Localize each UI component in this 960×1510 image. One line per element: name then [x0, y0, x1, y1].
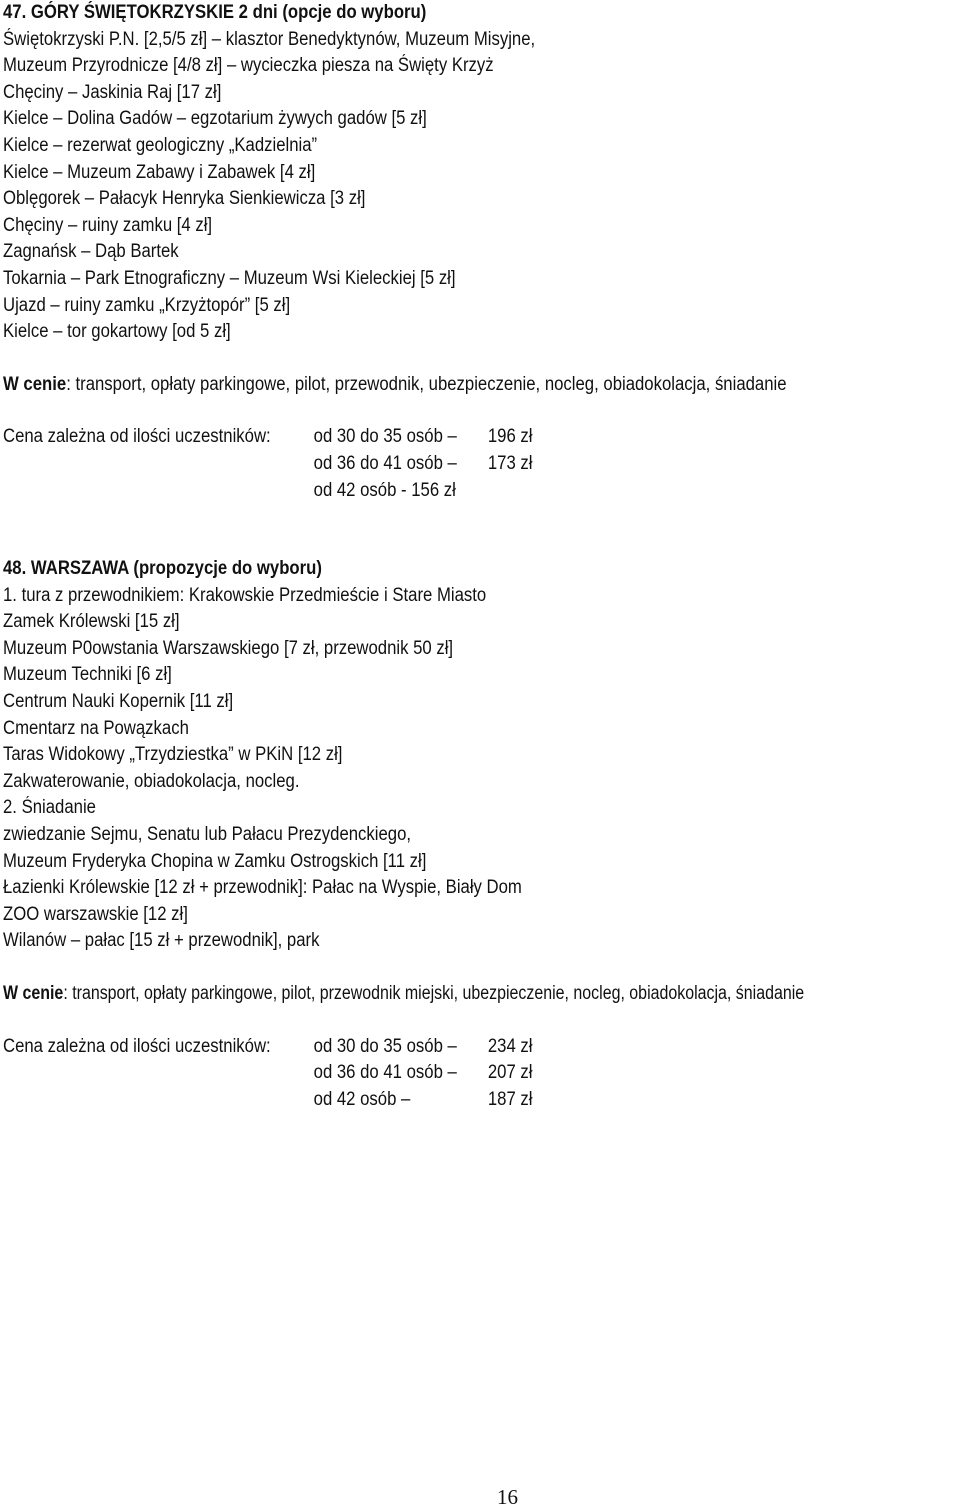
section-47-item: Kielce – Muzeum Zabawy i Zabawek [4 zł]	[3, 161, 316, 183]
section-48-item: Cmentarz na Powązkach	[3, 717, 189, 739]
price-range: od 36 do 41 osób –	[313, 452, 457, 474]
price-label: Cena zależna od ilości uczestników:	[3, 426, 271, 448]
document-page	[3, 0, 958, 1113]
section-47-item: Kielce – rezerwat geologiczny „Kadzielnia”	[3, 134, 318, 156]
section-47-item: Oblęgorek – Pałacyk Henryka Sienkiewicza [3 zł]	[3, 188, 366, 210]
section-48-price-row	[3, 1060, 843, 1087]
section-47-item: Kielce – tor gokartowy [od 5 zł]	[3, 321, 231, 343]
price-range: od 36 do 41 osób –	[313, 1062, 457, 1084]
section-47-included	[3, 372, 843, 399]
section-48-item: Zamek Królewski [15 zł]	[3, 611, 180, 633]
section-48-price-row	[3, 1087, 843, 1114]
price-range: od 42 osób - 156 zł	[313, 479, 456, 501]
section-48-item: 2. Śniadanie	[3, 797, 96, 819]
section-47-item: Chęciny – Jaskinia Raj [17 zł]	[3, 81, 222, 103]
price-value: 207 zł	[487, 1062, 533, 1084]
section-47-price-row	[3, 478, 843, 505]
section-47-item: Muzeum Przyrodnicze [4/8 zł] – wycieczka piesza na Święty Krzyż	[3, 55, 494, 77]
section-47-item: Kielce – Dolina Gadów – egzotarium żywych gadów [5 zł]	[3, 108, 427, 130]
price-value: 234 zł	[487, 1035, 533, 1057]
section-48-item: ZOO warszawskie [12 zł]	[3, 903, 188, 925]
section-48-item: zwiedzanie Sejmu, Senatu lub Pałacu Prezydenckiego,	[3, 824, 412, 846]
included-text: : transport, opłaty parkingowe, pilot, przewodnik, ubezpieczenie, nocleg, obiadokolacja, śniadanie	[66, 373, 787, 395]
price-range: od 42 osób –	[313, 1088, 411, 1110]
included-label: W cenie	[3, 373, 67, 395]
section-47-price-row	[3, 424, 843, 451]
price-label: Cena zależna od ilości uczestników:	[3, 1035, 271, 1057]
section-48-item: Muzeum P0owstania Warszawskiego [7 zł, przewodnik 50 zł]	[3, 637, 454, 659]
section-47-item: Ujazd – ruiny zamku „Krzyżtopór” [5 zł]	[3, 294, 291, 316]
section-48-item: 1. tura z przewodnikiem: Krakowskie Przedmieście i Stare Miasto	[3, 584, 487, 606]
price-range: od 30 do 35 osób –	[313, 426, 457, 448]
included-label: W cenie	[3, 983, 64, 1004]
section-47-price-row	[3, 451, 843, 478]
price-range: od 30 do 35 osób –	[313, 1035, 457, 1057]
section-47-title: 47. GÓRY ŚWIĘTOKRZYSKIE 2 dni (opcje do wyboru)	[3, 2, 427, 23]
section-48-item: Muzeum Fryderyka Chopina w Zamku Ostrogskich [11 zł]	[3, 850, 427, 872]
price-value: 173 zł	[487, 452, 533, 474]
section-48-item: Wilanów – pałac [15 zł + przewodnik], park	[3, 930, 320, 952]
price-value: 187 zł	[487, 1088, 533, 1110]
page-number: 16	[497, 1485, 518, 1509]
section-48-price-row	[3, 1034, 843, 1061]
included-text: : transport, opłaty parkingowe, pilot, przewodnik miejski, ubezpieczenie, nocleg, obiadokolacja, śniadanie	[63, 983, 805, 1004]
section-47-item: Świętokrzyski P.N. [2,5/5 zł] – klasztor Benedyktynów, Muzeum Misyjne,	[3, 28, 536, 50]
section-47-item: Chęciny – ruiny zamku [4 zł]	[3, 214, 213, 236]
section-47-item: Tokarnia – Park Etnograficzny – Muzeum Wsi Kieleckiej [5 zł]	[3, 267, 456, 289]
section-48-item: Muzeum Techniki [6 zł]	[3, 664, 172, 686]
section-48-item: Łazienki Królewskie [12 zł + przewodnik]: Pałac na Wyspie, Biały Dom	[3, 877, 522, 899]
section-48-item: Zakwaterowanie, obiadokolacja, nocleg.	[3, 770, 300, 792]
section-48-title: 48. WARSZAWA (propozycje do wyboru)	[3, 558, 322, 580]
section-48-item: Taras Widokowy „Trzydziestka” w PKiN [12 zł]	[3, 744, 343, 766]
section-48-item: Centrum Nauki Kopernik [11 zł]	[3, 691, 234, 713]
section-47-item: Zagnańsk – Dąb Bartek	[3, 241, 179, 263]
price-value: 196 zł	[487, 426, 533, 448]
section-48-included	[3, 981, 805, 1008]
